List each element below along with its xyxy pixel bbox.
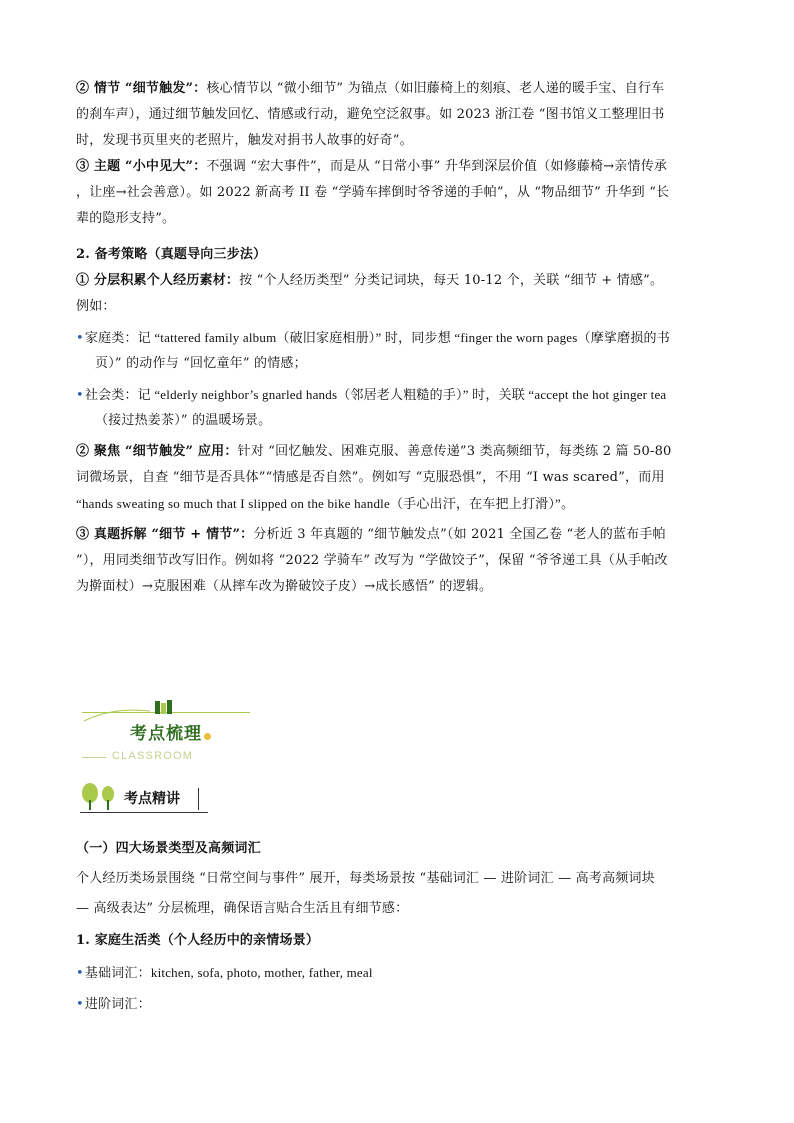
text-line [95,355,745,373]
banner-title: 考点梳理 [130,724,202,744]
text-run: （接过热姜茶）” 的温暖场景。 [95,413,272,428]
text-run: 个人经历类场景围绕 “日常空间与事件” 展开，每类场景按 “基础词汇 — 进阶词汇 — 高考高频词块 [76,871,655,886]
text-bold: 2. 备考策略（真题导向三步法） [76,247,267,262]
text-bold: ② 情节 “细节触发”： [76,81,207,96]
text-line [76,132,726,150]
text-line [76,158,726,176]
text-line [76,870,726,888]
bullet-line [76,996,726,1014]
text-run: 不强调 “宏大事件”，而是从 “日常小事” 升华到深层价值（如修藤椅→亲情传承 [206,159,668,174]
trees-icon [80,782,120,812]
text-line [76,298,726,316]
text-run: ，让座→社会善意）。如 2022 新高考 II 卷 “学骑车摔倒时爷爷递的手帕”，从 “物品细节” 升华到 “长 [76,185,670,200]
text-run: 为擀面杖）→克服困难（从摔车改为擀破饺子皮）→成长感悟” 的逻辑。 [76,579,493,594]
bullet-marker: • [76,388,84,403]
text-bold: ③ 主题 “小中见大”： [76,159,207,174]
text-run: 辈的隐形支持”。 [76,211,176,226]
text-run: 词微场景，自查 “细节是否具体”“情感是否自然”。例如写 “克服恐惧”，不用 “I was scared”，而用 [76,470,665,485]
text-bold: ③ 真题拆解 “细节 + 情节”： [76,527,254,542]
text-run: 基础词汇：kitchen, sofa, photo, mother, father, meal [84,965,373,980]
text-line [76,272,726,290]
books-icon [154,699,176,715]
text-run: “hands sweating so much that I slipped on the bike handle（手心出汗，在车把上打滑）”。 [76,496,575,511]
text-run: 针对 “回忆触发、困难克服、善意传递”3 类高频细节，每类练 2 篇 50-80 [237,444,672,459]
text-line [76,106,726,124]
text-line [76,210,726,228]
divider-line [80,812,208,813]
section-heading [76,246,726,264]
text-run: — 高级表达” 分层梳理，确保语言贴合生活且有细节感： [76,901,409,916]
text-run: 分析近 3 年真题的 “细节触发点”（如 2021 全国乙卷 “老人的蓝布手帕 [253,527,666,542]
bullet-line [76,386,726,405]
bullet-line [76,964,726,983]
text-line [76,80,726,98]
text-run: 家庭类：记 “tattered family album（破旧家庭相册）” 时，同步想 “finger the worn pages（摩挲磨损的书 [84,330,670,345]
subsection-title: 考点精讲 [124,791,180,807]
text-run: 的刹车声），通过细节触发回忆、情感或行动，避免空泛叙事。如 2023 浙江卷 “图书馆义工整理旧书 [76,107,665,122]
text-run: 进阶词汇： [84,997,151,1012]
text-line [95,412,745,430]
text-run: 页）” 的动作与 “回忆童年” 的情感； [95,356,307,371]
text-line [76,578,726,596]
section-heading [76,932,726,950]
text-line [76,469,726,487]
text-line [76,495,726,514]
text-bold: ① 分层积累个人经历素材： [76,273,240,288]
text-run: 时，发现书页里夹的老照片，触发对捐书人故事的好奇”。 [76,133,413,148]
text-line [76,900,726,918]
text-line [76,443,726,461]
banner-subtitle: CLASSROOM [112,750,194,762]
bullet-line [76,329,726,348]
section-heading [76,840,726,858]
text-bold: 1. 家庭生活类（个人经历中的亲情场景） [76,933,320,948]
text-bold: ② 聚焦 “细节触发” 应用： [76,444,238,459]
bullet-marker: • [76,966,84,981]
text-run: 核心情节以 “微小细节” 为锚点（如旧藤椅上的刻痕、老人递的暖手宝、自行车 [206,81,665,96]
bullet-marker: • [76,997,84,1012]
section-banner [82,695,262,770]
text-bold: （一）四大场景类型及高频词汇 [76,841,261,856]
divider-line [198,788,199,810]
text-run: ”），用同类细节改写旧作。例如将 “2022 学骑车” 改写为 “学做饺子”，保留 “爷爷递工具（从手帕改 [76,553,668,568]
text-run: 按 “个人经历类型” 分类记词块，每天 10-12 个，关联 “细节 + 情感”。 [239,273,664,288]
text-run: 例如： [76,299,116,314]
text-run: 社会类：记 “elderly neighbor’s gnarled hands（邻居老人粗糙的手）” 时，关联 “accept the hot ginger tea [84,387,667,402]
dot-decoration [204,733,211,740]
subsection-header [80,780,220,814]
text-line [76,552,726,570]
text-line [76,184,726,202]
bullet-marker: • [76,331,84,346]
text-line [76,526,726,544]
divider-line [82,757,106,758]
